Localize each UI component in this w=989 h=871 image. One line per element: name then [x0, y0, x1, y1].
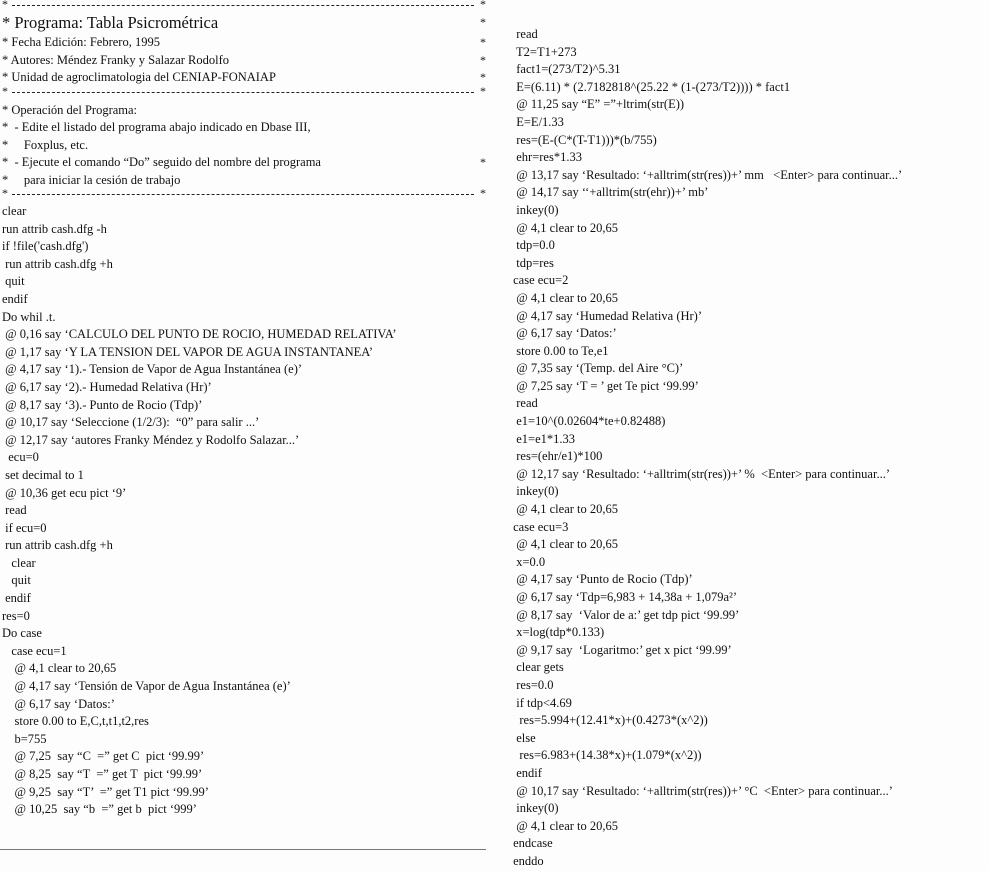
- code-line: [510, 167, 986, 185]
- code-line: [2, 379, 486, 397]
- operation-note-line-text: * para iniciar la cesión de trabajo: [2, 172, 181, 187]
- code-line-text: case ecu=2: [510, 273, 569, 288]
- code-line: [2, 801, 486, 819]
- operation-note-line: * - Ejecute el comando “Do” seguido del nombre del programa *: [2, 155, 486, 169]
- code-line-text: clear: [2, 204, 27, 218]
- code-line-text: e1=10^(0.02604*te+0.82488): [510, 414, 666, 429]
- code-line-text: endif: [2, 591, 31, 606]
- code-line-text: store 0.00 to Te,e1: [510, 343, 609, 358]
- code-line-text: @ 10,36 get ecu pict ‘9’: [2, 485, 127, 500]
- program-title: Programa: Tabla Psicrométrica: [14, 13, 219, 32]
- code-line: [2, 485, 486, 503]
- code-line-text: run attrib cash.dfg -h: [2, 221, 107, 236]
- code-line-text: @ 4,1 clear to 20,65: [510, 537, 619, 552]
- code-line: [2, 784, 486, 802]
- code-line: [510, 413, 986, 431]
- code-line: [510, 448, 986, 466]
- code-line: [510, 712, 986, 730]
- header-info-line: * Fecha Edición: Febrero, 1995 *: [2, 35, 486, 49]
- header-rule-top: * *: [2, 0, 486, 11]
- code-line-text: store 0.00 to E,C,t,t1,t2,res: [2, 714, 149, 729]
- code-line: [510, 624, 986, 642]
- code-line: [510, 26, 986, 44]
- code-line-text: @ 4,17 say ‘Humedad Relativa (Hr)’: [510, 308, 703, 323]
- operation-note-line-text: * - Ejecute el comando “Do” seguido del nombre del programa: [2, 155, 321, 169]
- code-line: [2, 678, 486, 696]
- code-line-text: res=0: [2, 608, 30, 623]
- code-line-text: endcase: [510, 836, 553, 851]
- code-line-text: if tdp<4.69: [510, 695, 572, 710]
- code-line-text: @ 0,16 say ‘CALCULO DEL PUNTO DE ROCIO, HUMEDAD RELATIVA’: [2, 327, 397, 342]
- code-line-text: enddo: [510, 853, 544, 868]
- code-line: [2, 590, 486, 608]
- code-line-text: case ecu=3: [510, 519, 569, 534]
- code-line: [510, 571, 986, 589]
- code-line: [2, 731, 486, 749]
- header-rule-middle: * *: [2, 83, 486, 98]
- code-line: [510, 536, 986, 554]
- code-line-text: case ecu=1: [2, 643, 67, 658]
- header-info-line: * Autores: Méndez Franky y Salazar Rodolfo *: [2, 52, 486, 67]
- code-line: [510, 61, 986, 79]
- code-line: [2, 291, 486, 309]
- code-line: [510, 835, 986, 853]
- header-info-line-text: * Autores: Méndez Franky y Salazar Rodolfo: [2, 52, 230, 67]
- code-line: [510, 96, 986, 114]
- code-line-text: @ 12,17 say ‘autores Franky Méndez y Rodolfo Salazar...’: [2, 432, 300, 447]
- code-line-text: set decimal to 1: [2, 467, 84, 482]
- code-line: [2, 449, 486, 467]
- header-info-lines: [2, 34, 486, 87]
- code-line-text: @ 6,17 say ‘Datos:’: [510, 326, 617, 341]
- code-line-text: quit: [2, 274, 25, 289]
- code-line: [2, 414, 486, 432]
- code-line-text: @ 4,17 say ‘Tensión de Vapor de Agua Instantánea (e)’: [2, 679, 291, 694]
- code-line: [510, 783, 986, 801]
- code-line-text: @ 4,1 clear to 20,65: [510, 290, 619, 305]
- code-line: [2, 397, 486, 415]
- code-line: [510, 607, 986, 625]
- code-line: [510, 290, 986, 308]
- operation-note-line-text: * Foxplus, etc.: [2, 137, 89, 152]
- code-line-text: if !file('cash.dfg'): [2, 239, 89, 254]
- code-line-text: clear gets: [510, 660, 564, 675]
- left-code-listing: [2, 203, 486, 819]
- code-line-text: @ 6,17 say ‘Datos:’: [2, 696, 115, 711]
- code-line-text: run attrib cash.dfg +h: [2, 538, 113, 553]
- program-header-box: [2, 0, 486, 200]
- code-line-text: @ 4,1 clear to 20,65: [510, 502, 619, 517]
- code-line-text: @ 4,1 clear to 20,65: [510, 220, 619, 235]
- code-line: [510, 730, 986, 748]
- code-line-text: @ 4,17 say ‘Punto de Rocio (Tdp)’: [510, 572, 693, 587]
- right-code-listing: [510, 26, 986, 871]
- code-line-text: @ 4,1 clear to 20,65: [2, 661, 117, 676]
- header-rule-bottom: * *: [2, 186, 486, 200]
- code-line: [510, 272, 986, 290]
- code-line: [2, 572, 486, 590]
- code-line-text: ehr=res*1.33: [510, 150, 582, 165]
- code-line: [2, 625, 486, 643]
- header-info-line: * Unidad de agroclimatologia del CENIAP-FONAIAP *: [2, 70, 486, 84]
- code-line-text: @ 8,17 say ‘Valor de a:’ get tdp pict ‘99.99’: [510, 607, 740, 622]
- code-line: [2, 643, 486, 661]
- code-line: [510, 325, 986, 343]
- code-line-text: @ 4,17 say ‘1).- Tension de Vapor de Agua Instantánea (e)’: [2, 362, 303, 377]
- code-line: [2, 766, 486, 784]
- code-line: [510, 132, 986, 150]
- code-line: [510, 800, 986, 818]
- code-line-text: res=(ehr/e1)*100: [510, 449, 603, 464]
- code-line: [2, 344, 486, 362]
- code-line: [510, 466, 986, 484]
- code-line-text: fact1=(273/T2)^5.31: [510, 62, 621, 77]
- code-line-text: @ 7,25 say ‘T = ’ get Te pict ‘99.99’: [510, 378, 699, 393]
- code-line-text: e1=e1*1.33: [510, 431, 576, 446]
- code-line-text: @ 14,17 say ‘‘+alltrim(str(ehr))+’ mb’: [510, 185, 709, 200]
- code-line-text: @ 8,25 say “T =” get T pict ‘99.99’: [2, 767, 203, 781]
- code-line-text: @ 11,25 say “E” =”+ltrim(str(E)): [510, 97, 685, 112]
- operation-note-line-text: * - Edite el listado del programa abajo indicado en Dbase III,: [2, 120, 311, 134]
- code-line: [510, 695, 986, 713]
- code-line: [510, 114, 986, 132]
- code-line: [510, 360, 986, 378]
- code-line-text: @ 9,17 say ‘Logaritmo:’ get x pict ‘99.99’: [510, 642, 732, 657]
- code-line-text: x=log(tdp*0.133): [510, 625, 605, 640]
- code-line: [510, 483, 986, 501]
- code-line-text: res=0.0: [510, 677, 554, 692]
- program-title-line: * Programa: Tabla Psicrométrica *: [2, 13, 486, 32]
- code-line: [510, 501, 986, 519]
- code-line: [2, 203, 486, 221]
- header-info-line-text: * Fecha Edición: Febrero, 1995: [2, 35, 160, 49]
- code-line: [2, 748, 486, 766]
- code-line-text: @ 12,17 say ‘Resultado: ‘+alltrim(str(res))+’ % <Enter> para continuar...’: [510, 466, 890, 481]
- code-line-text: inkey(0): [510, 484, 559, 499]
- code-line-text: tdp=res: [510, 255, 554, 270]
- code-line-text: read: [2, 503, 27, 518]
- code-line-text: endif: [2, 291, 28, 306]
- code-line-text: if ecu=0: [2, 520, 47, 535]
- operation-note-line: [2, 137, 486, 155]
- code-line: [510, 818, 986, 836]
- code-line-text: b=755: [2, 731, 47, 746]
- code-line-text: run attrib cash.dfg +h: [2, 256, 113, 271]
- code-line: [510, 237, 986, 255]
- code-line-text: @ 4,1 clear to 20,65: [510, 818, 619, 833]
- code-line-text: res=(E-(C*(T-T1)))*(b/755): [510, 132, 657, 147]
- code-line-text: ecu=0: [2, 450, 39, 465]
- code-line-text: Do case: [2, 626, 42, 641]
- code-line-text: inkey(0): [510, 801, 559, 816]
- left-column: [2, 0, 486, 819]
- operation-note-line: [2, 102, 486, 120]
- code-line: [2, 537, 486, 555]
- code-line: [2, 273, 486, 291]
- header-info-line-text: * Unidad de agroclimatologia del CENIAP-FONAIAP: [2, 70, 276, 84]
- code-line: [2, 221, 486, 239]
- code-line: [510, 79, 986, 97]
- code-line: [2, 660, 486, 678]
- code-line: [2, 309, 486, 327]
- code-line-text: clear: [2, 555, 36, 570]
- code-line: [2, 713, 486, 731]
- code-line-text: res=6.983+(14.38*x)+(1.079*(x^2)): [510, 748, 702, 763]
- code-line-text: read: [510, 396, 538, 411]
- code-line: [510, 642, 986, 660]
- code-line: [510, 184, 986, 202]
- code-line: [2, 555, 486, 573]
- code-line-text: Do whil .t.: [2, 309, 56, 324]
- code-line: [510, 677, 986, 695]
- code-line: [510, 747, 986, 765]
- code-line-text: @ 10,25 say “b =” get b pict ‘999’: [2, 802, 197, 817]
- code-line-text: quit: [2, 573, 31, 588]
- code-line: [510, 853, 986, 871]
- code-line-text: @ 8,17 say ‘3).- Punto de Rocio (Tdp)’: [2, 397, 203, 412]
- code-line: [510, 519, 986, 537]
- page-bottom-rule: [0, 849, 486, 850]
- code-line: [510, 202, 986, 220]
- code-line-text: @ 1,17 say ‘Y LA TENSION DEL VAPOR DE AGUA INSTANTANEA’: [2, 344, 374, 359]
- code-line: [2, 520, 486, 538]
- code-line: [510, 395, 986, 413]
- code-line-text: @ 10,17 say ‘Resultado: ‘+alltrim(str(res))+’ °C <Enter> para continuar...’: [510, 783, 893, 798]
- code-line-text: @ 6,17 say ‘Tdp=6,983 + 14,38a + 1,079a²’: [510, 590, 738, 604]
- code-line: [510, 255, 986, 273]
- code-line-text: @ 13,17 say ‘Resultado: ‘+alltrim(str(res))+’ mm <Enter> para continuar...’: [510, 167, 903, 182]
- code-line-text: @ 7,35 say ‘(Temp. del Aire °C)’: [510, 361, 684, 376]
- code-line: [2, 502, 486, 520]
- header-operation-lines: [2, 102, 486, 190]
- code-line: [510, 765, 986, 783]
- code-line-text: res=5.994+(12.41*x)+(0.4273*(x^2)): [510, 713, 708, 728]
- code-line-text: E=(6.11) * (2.7182818^(25.22 * (1-(273/T2)))) * fact1: [510, 79, 791, 94]
- code-line: [510, 554, 986, 572]
- operation-note-line: [2, 172, 486, 190]
- code-line-text: x=0.0: [510, 554, 546, 569]
- code-line: [2, 467, 486, 485]
- code-line: [2, 256, 486, 274]
- code-line-text: @ 10,17 say ‘Seleccione (1/2/3): “0” para salir ...’: [2, 415, 260, 430]
- code-line-text: @ 9,25 say “T’ =” get T1 pict ‘99.99’: [2, 784, 209, 799]
- right-column: [510, 0, 986, 871]
- code-line-text: inkey(0): [510, 202, 559, 217]
- code-line: [510, 659, 986, 677]
- code-line: [510, 343, 986, 361]
- code-line: [510, 220, 986, 238]
- code-line: [2, 696, 486, 714]
- code-line: [510, 378, 986, 396]
- code-line: [510, 44, 986, 62]
- code-line-text: tdp=0.0: [510, 238, 555, 253]
- code-line: [510, 149, 986, 167]
- code-line: [2, 432, 486, 450]
- code-line: [510, 308, 986, 326]
- code-line: [510, 589, 986, 607]
- code-line-text: read: [510, 27, 538, 41]
- code-line-text: @ 6,17 say ‘2).- Humedad Relativa (Hr)’: [2, 379, 212, 394]
- code-line-text: endif: [510, 765, 542, 780]
- code-line: [2, 608, 486, 626]
- code-line: [2, 361, 486, 379]
- code-line-text: @ 7,25 say “C =” get C pict ‘99.99’: [2, 749, 205, 764]
- operation-note-line-text: * Operación del Programa:: [2, 102, 138, 117]
- code-line-text: else: [510, 730, 536, 745]
- code-line-text: E=E/1.33: [510, 114, 564, 129]
- code-line: [2, 326, 486, 344]
- code-line-text: T2=T1+273: [510, 44, 577, 59]
- code-line: [510, 431, 986, 449]
- operation-note-line: [2, 119, 486, 137]
- code-line: [2, 238, 486, 256]
